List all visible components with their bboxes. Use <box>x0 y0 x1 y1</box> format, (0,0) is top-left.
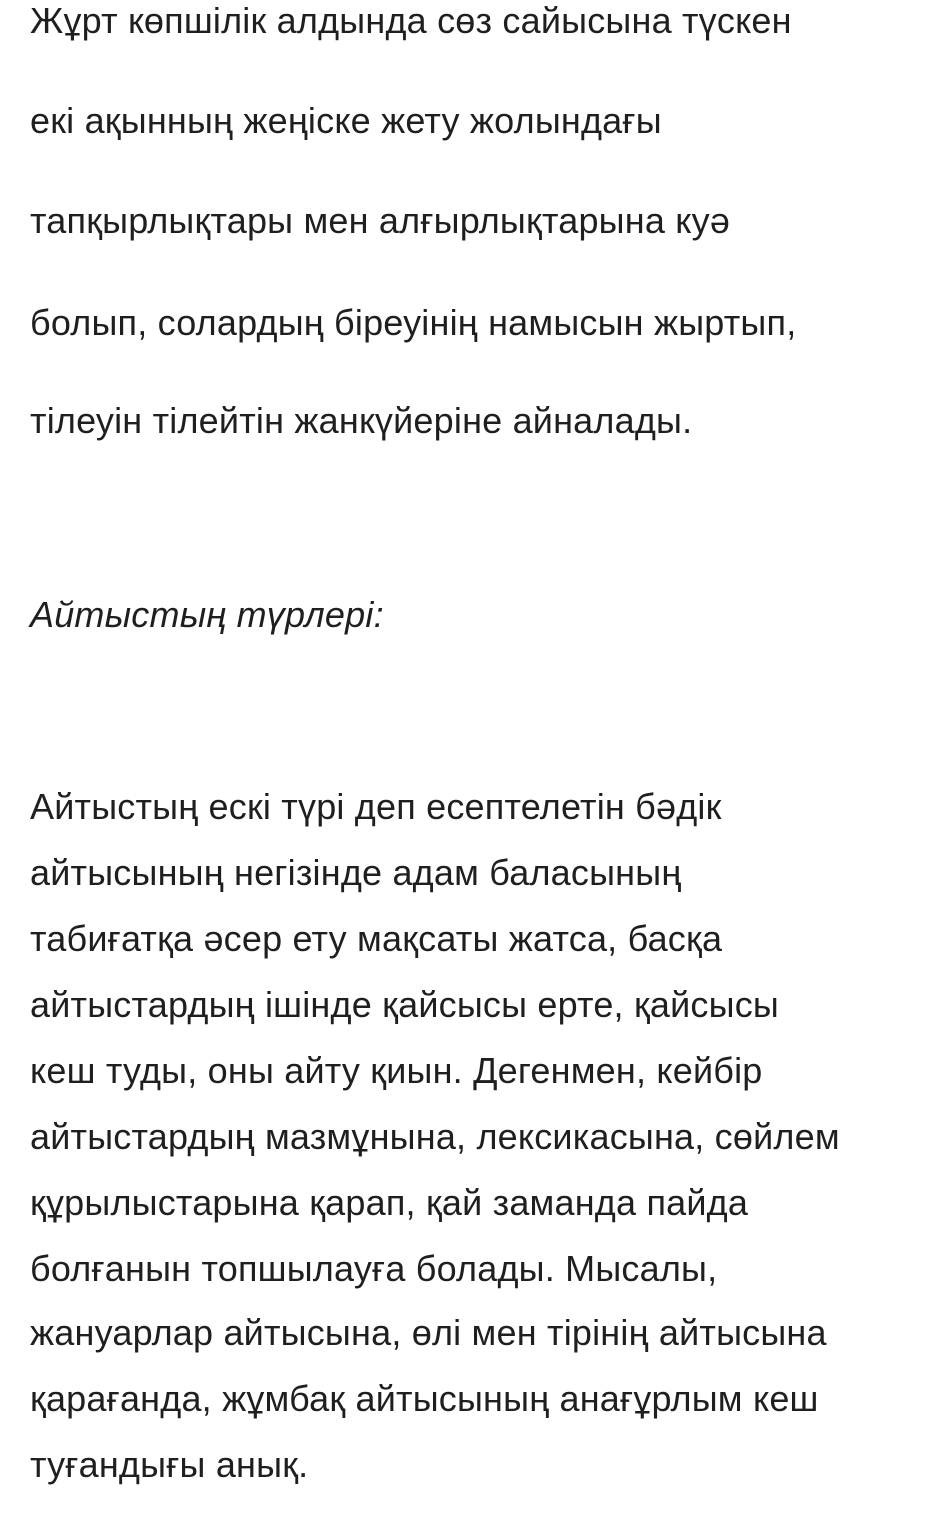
paragraph-line: айтысының негізінде адам баласының <box>30 852 682 893</box>
paragraph-line: болғанын топшылауға болады. Мысалы, <box>30 1248 718 1289</box>
section-heading: Айтыстың түрлері: <box>30 594 384 635</box>
paragraph-line: құрылыстарына қарап, қай заманда пайда <box>30 1182 749 1223</box>
paragraph-line: табиғатқа әсер ету мақсаты жатса, басқа <box>30 918 723 959</box>
paragraph-line: айтыстардың ішінде қайсысы ерте, қайсысы <box>30 984 779 1025</box>
paragraph-line: кеш туды, оны айту қиын. Дегенмен, кейбір <box>30 1050 763 1091</box>
paragraph-line: Жұрт көпшілік алдында сөз сайысына түскен <box>30 0 792 41</box>
paragraph-line: болып, солардың біреуінің намысын жыртып, <box>30 302 797 343</box>
paragraph-line: Айтыстың ескі түрі деп есептелетін бәдік <box>30 786 722 827</box>
paragraph-line: жануарлар айтысына, өлі мен тірінің айтысына <box>30 1312 827 1353</box>
paragraph-line: қарағанда, жұмбақ айтысының анағұрлым кеш <box>30 1378 819 1419</box>
paragraph-line: екі ақынның жеңіске жету жолындағы <box>30 100 662 141</box>
paragraph-line: тілеуін тілейтін жанкүйеріне айналады. <box>30 400 693 441</box>
paragraph-line: тапқырлықтары мен алғырлықтарына куә <box>30 200 731 241</box>
paragraph-line: айтыстардың мазмұнына, лексикасына, сөйлем <box>30 1116 840 1157</box>
paragraph-line: туғандығы анық. <box>30 1444 309 1485</box>
